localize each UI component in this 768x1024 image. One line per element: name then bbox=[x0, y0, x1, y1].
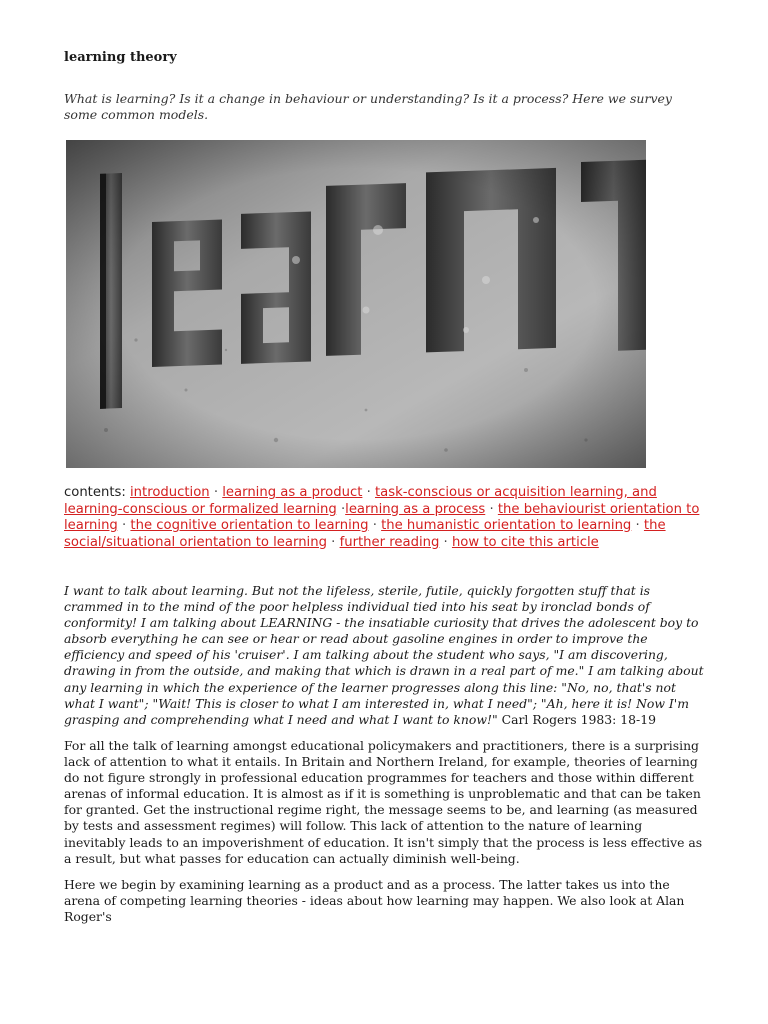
body-paragraph-2: Here we begin by examining learning as a product and as a process. The latter takes us into the arena of competing learning theories - ideas about how learning may happen. We also look at Alan Roger's bbox=[64, 877, 685, 925]
contents-link-introduction[interactable]: introduction bbox=[130, 485, 210, 500]
contents-link-humanistic[interactable]: the humanistic orientation to learning bbox=[381, 518, 632, 533]
contents-link-behaviourist[interactable]: the behaviourist orientation to learning bbox=[64, 501, 700, 533]
separator: · bbox=[340, 501, 346, 517]
contents-link-cognitive[interactable]: the cognitive orientation to learning bbox=[130, 518, 369, 533]
intro-text: What is learning? Is it a change in behaviour or understanding? Is it a process? Here we survey some common models. bbox=[64, 91, 672, 122]
separator: · bbox=[489, 501, 494, 517]
separator: · bbox=[366, 485, 371, 500]
contents-link-social-situational[interactable]: the social/situational orientation to learning bbox=[64, 518, 666, 550]
table-of-contents bbox=[64, 485, 704, 551]
separator: · bbox=[372, 518, 377, 533]
separator: · bbox=[331, 534, 336, 550]
separator: · bbox=[213, 485, 219, 500]
contents-link-further-reading[interactable]: further reading bbox=[339, 534, 440, 550]
contents-link-how-to-cite[interactable]: how to cite this article bbox=[451, 534, 599, 550]
body-paragraph-1: For all the talk of learning amongst educational policymakers and practitioners, there is a surprising lack of attention to what it entails. In Britain and Northern Ireland, for example, theories of learning do not figure strongly in professional education programmes for teachers and those within different arenas of informal education. It is almost as if it is something is unproblematic and that can be taken for granted. Get the instructional regime right, the message seems to be, and learning (as measured by tests and assessment regimes) will follow. This lack of attention to the nature of learning inevitably leads to an impoverishment of education. It isn't simply that the process is less effective as a result, but what passes for education can actually diminish well-being. bbox=[64, 738, 703, 866]
quote-citation: Carl Rogers 1983: 18-19 bbox=[501, 711, 656, 727]
separator: · bbox=[635, 518, 640, 533]
page-title: learning theory bbox=[64, 50, 177, 65]
contents-link-learning-as-product[interactable]: learning as a product bbox=[222, 485, 363, 500]
carved-letters-image bbox=[66, 140, 646, 468]
contents-label: contents: bbox=[64, 485, 126, 500]
contents-link-learning-as-process[interactable]: learning as a process bbox=[345, 501, 486, 517]
separator: · bbox=[122, 518, 127, 533]
contents-link-task-conscious-learning[interactable]: task-conscious or acquisition learning, and learning-conscious or formalized learning bbox=[64, 485, 657, 517]
separator: · bbox=[443, 534, 448, 550]
quote-text: I want to talk about learning. But not the lifeless, sterile, futile, quickly forgotten stuff that is crammed in to the mind of the poor helpless individual tied into his seat by ironclad bonds of conformity! I am talking about LEARNING - the insatiable curiosity that drives the adolescent boy to absorb everything he can see or hear or read about gasoline engines in order to improve the efficiency and speed of his 'cruiser'. I am talking about the student who says, "I am discovering, drawing in from the outside, and making that which is drawn in a real part of me." I am talking about any learning in which the experience of the learner progresses along this line: "No, no, that's not what I want"; "Wait! This is closer to what I am interested in, what I need"; "Ah, here it is! Now I'm grasping and comprehending what I need and what I want to know!" bbox=[64, 583, 704, 727]
hero-image bbox=[66, 140, 646, 468]
rogers-quote bbox=[64, 583, 704, 728]
